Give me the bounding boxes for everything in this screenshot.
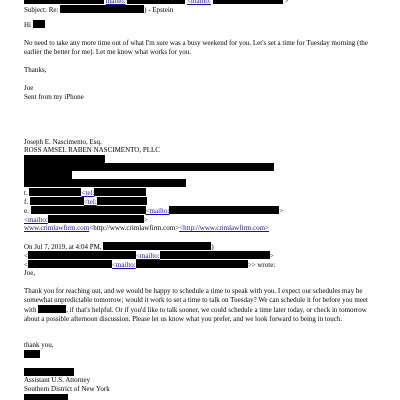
mailto-link[interactable]: <mailto:	[135, 252, 160, 260]
redaction	[29, 188, 81, 196]
redaction	[127, 0, 185, 4]
mailto-link[interactable]: <mailto:	[24, 216, 48, 224]
redaction	[103, 242, 211, 250]
redaction	[31, 206, 146, 214]
fax-label: f.	[24, 198, 29, 206]
website-line	[24, 224, 269, 233]
redaction	[30, 197, 84, 205]
subject-suffix: ) - Epstein	[144, 6, 174, 14]
redaction	[24, 0, 104, 4]
text-fragment: >	[143, 216, 148, 224]
quoted-address-line: < <mailto: >	[24, 252, 274, 260]
quoted-greeting: Joe,	[24, 269, 36, 277]
signature-firm: ROSS AMSEL RABEN NASCIMENTO, PLLC	[24, 146, 160, 154]
greeting-line	[24, 20, 45, 30]
redaction	[38, 305, 66, 313]
sent-from: Sent from my iPhone	[24, 93, 84, 101]
mailto-link[interactable]: <mailto:	[111, 261, 136, 269]
redaction	[24, 394, 68, 400]
greeting: Hi	[24, 21, 31, 29]
redaction	[60, 5, 144, 13]
quoted-body	[24, 287, 380, 324]
quoted-date: On Jul 7, 2019, at 4:04 PM,	[24, 243, 102, 251]
website-url: <http://www.crimlawfirm.com>	[89, 224, 180, 232]
redaction	[48, 215, 144, 223]
mailto-link[interactable]: <mailto:	[145, 207, 170, 215]
quoted-body-text: Thank you for reaching out, and we would be happy to schedule a time to speak with you. I expect our schedules may be somewhat unpredictable tomorrow; would it work to set a time to talk on Tuesday? We can schedule it for before you meet with	[24, 287, 368, 314]
redaction	[24, 171, 72, 179]
redaction	[97, 197, 147, 205]
subject-line	[24, 5, 173, 15]
signature-name: Joseph E. Nascimento, Esq.	[24, 138, 102, 146]
quoted-closing: thank you,	[24, 341, 54, 349]
redaction	[33, 20, 45, 28]
mailto-link[interactable]: mailto:	[105, 0, 126, 5]
redaction	[28, 260, 112, 268]
subject-label: Subject: Re:	[24, 6, 59, 14]
quoted-header-line: On Jul 7, 2019, at 4:04 PM, )	[24, 243, 214, 251]
website-link[interactable]: www.crimlawfirm.com	[24, 224, 90, 232]
quoted-body-text-cont: , if that's helpful. Or if you'd like to talk sooner, we could schedule a time later today, or check in tomorrow about a possible afternoon discussion. Please let us know what you prefer, and we look forward to being in touch.	[24, 306, 367, 323]
phone-label: t.	[24, 189, 28, 197]
redaction	[28, 251, 136, 259]
redaction	[213, 0, 283, 4]
mailto-link[interactable]: <mailto:	[187, 0, 211, 5]
redaction	[24, 155, 105, 163]
message-body: No need to take any more time out of what I'm sure was a busy weekend for you. Let's set a time for Tuesday morning (the earlier the better for me). Let me know what works for you.	[24, 39, 368, 56]
redaction	[136, 260, 248, 268]
quoted-wrote-line: < <mailto: >> wrote:	[24, 261, 276, 269]
redaction	[24, 368, 74, 376]
redaction	[24, 179, 186, 187]
redaction	[24, 350, 40, 358]
redaction	[160, 251, 270, 259]
text-fragment: >	[284, 0, 289, 5]
signer-title: Assistant U.S. Attorney	[24, 376, 91, 384]
sender-name: Joe	[24, 84, 34, 92]
tel-link[interactable]: <tel:	[83, 198, 97, 206]
redaction	[24, 163, 274, 171]
signer-office: Southern District of New York	[24, 385, 110, 393]
tel-link[interactable]: <tel:	[81, 189, 95, 197]
wrote-label: >> wrote:	[247, 261, 276, 269]
redaction	[94, 188, 146, 196]
closing: Thanks,	[24, 66, 47, 74]
text-fragment: >	[279, 207, 284, 215]
email-label: e.	[24, 207, 29, 215]
redaction	[169, 206, 279, 214]
website-link-2[interactable]: <http://www.crimlawfirm.com>	[179, 224, 269, 232]
